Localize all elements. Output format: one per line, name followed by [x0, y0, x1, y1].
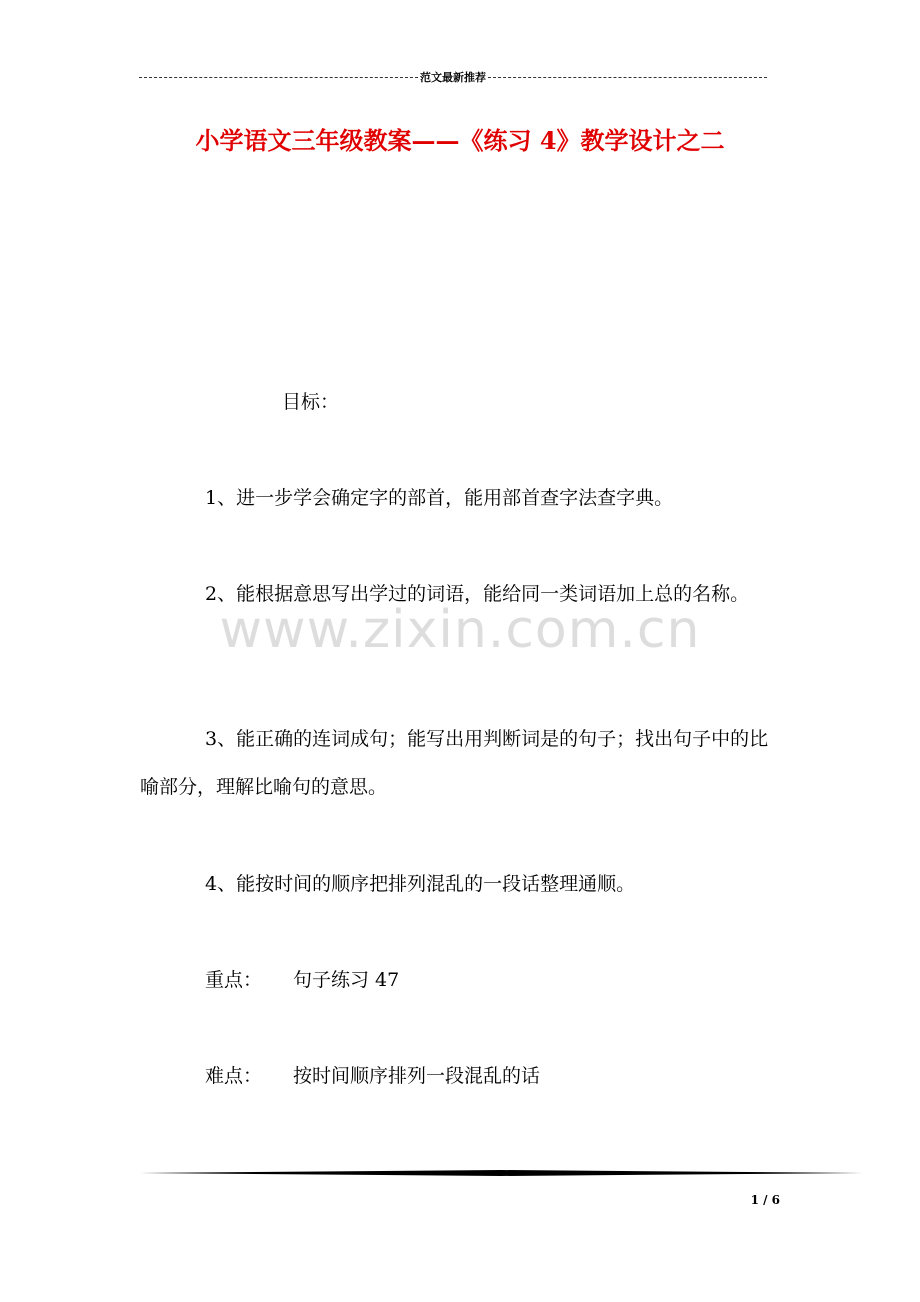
goal-item-2: 2、能根据意思写出学过的词语，能给同一类词语加上总的名称。: [205, 583, 750, 605]
key-point-line: [140, 956, 785, 1004]
document-title: 小学语文三年级教案——《练习 4》教学设计之二: [195, 126, 725, 155]
page-header: [139, 69, 767, 85]
difficulty-label: 难点：: [205, 1065, 263, 1087]
header-dash-left: [139, 77, 418, 78]
difficulty-line: [140, 1052, 785, 1100]
key-point-label: 重点：: [205, 969, 263, 991]
footer-rule: [140, 1168, 863, 1178]
header-label: 范文最新推荐: [420, 71, 486, 84]
watermark: www.zixin.com.cn: [219, 600, 701, 660]
difficulty-value: 按时间顺序排列一段混乱的话: [293, 1065, 541, 1087]
goal-item-4: 4、能按时间的顺序把排列混乱的一段话整理通顺。: [205, 873, 636, 895]
goal-item-1: 1、进一步学会确定字的部首，能用部首查字法查字典。: [205, 487, 674, 509]
goal-item-3: 3、能正确的连词成句；能写出用判断词是的句子；找出句子中的比喻部分，理解比喻句的意思。: [140, 728, 769, 798]
page-number: 1 / 6: [750, 1193, 780, 1207]
goal-heading: 目标：: [282, 391, 340, 413]
key-point-value: 句子练习 47: [293, 969, 400, 991]
header-dash-right: [488, 77, 767, 78]
